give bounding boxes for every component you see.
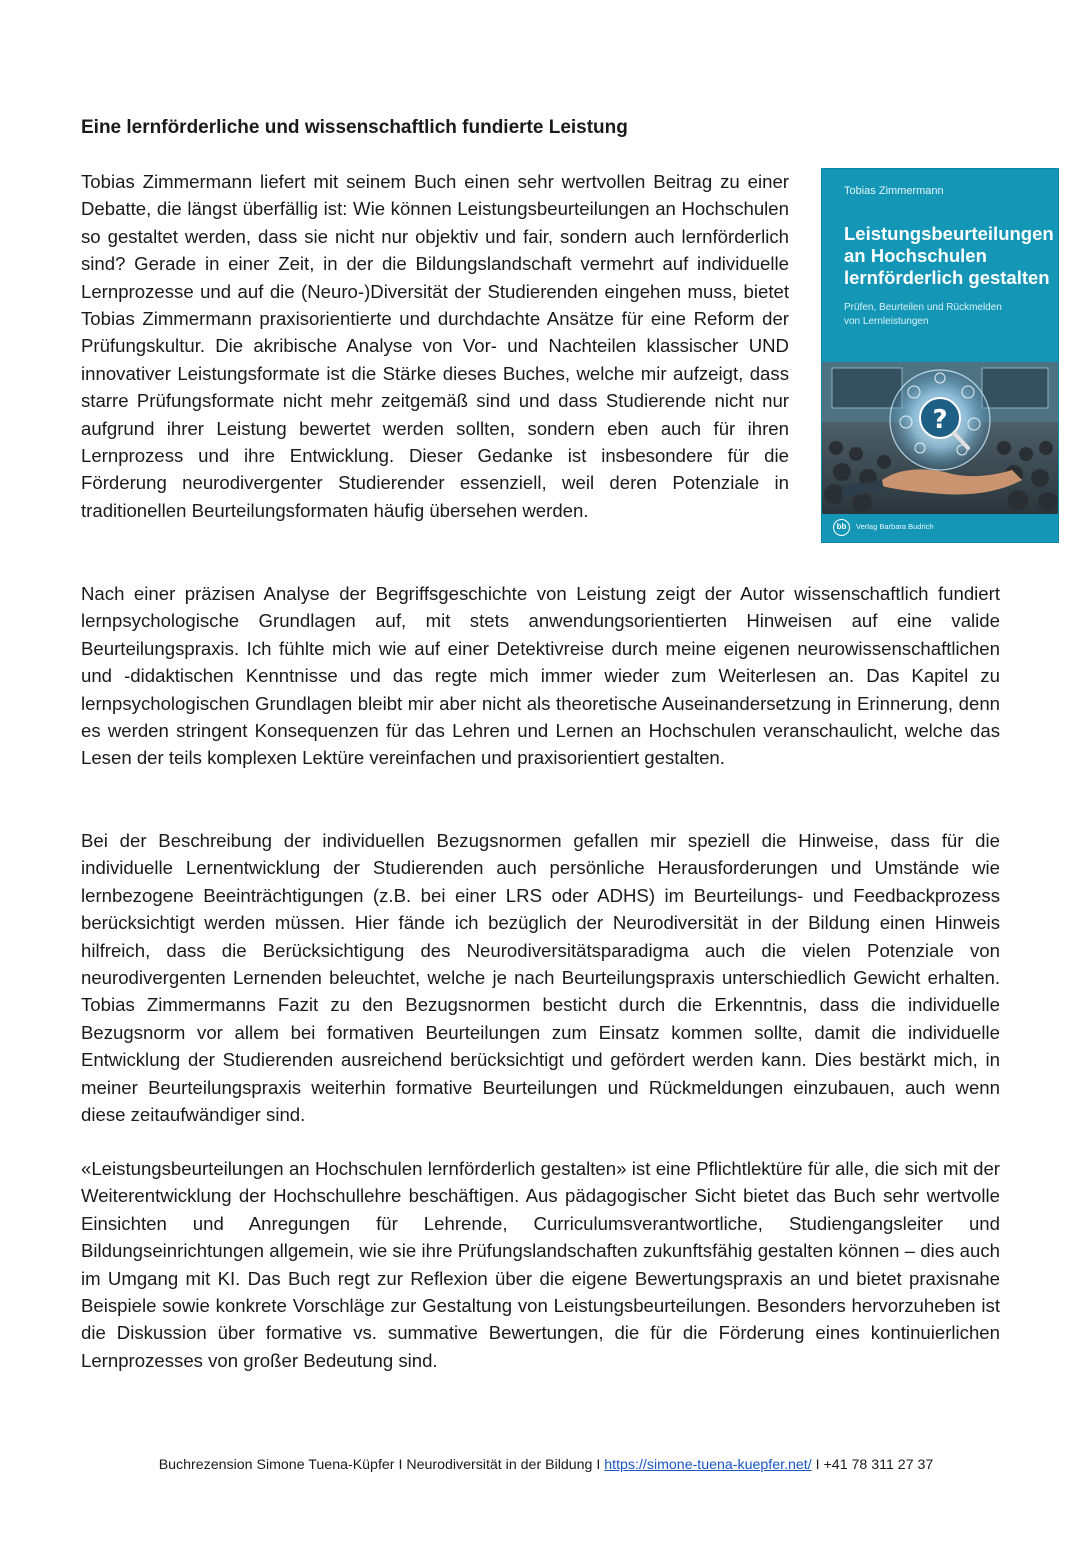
cover-author: Tobias Zimmermann [844,185,944,197]
publisher-logo-icon: bb [833,519,850,536]
footer-prefix: Buchrezension Simone Tuena-Küpfer I Neurodiversität in der Bildung I [158,1457,605,1473]
cover-publisher: Verlag Barbara Budrich [856,522,934,531]
cover-subtitle [844,301,1049,329]
lecture-hall-illustration [822,362,1058,514]
cover-title [844,223,1054,289]
cover-subtitle-line: Prüfen, Beurteilen und Rückmelden [844,302,1002,313]
website-link[interactable]: https://simone-tuena-kuepfer.net/ [604,1457,812,1473]
svg-text:?: ? [932,405,948,435]
paragraph-2: Nach einer präzisen Analyse der Begriffsgeschichte von Leistung zeigt der Autor wissenschaftlich fundiert lernpsychologische Grundlagen auf, mit stets anwendungsorientierten Hinweisen auf eine valide Beurteilungspraxis. Ich fühlte mich wie auf einer Detektivreise durch meine eigenen neurowissenschaftlichen und -didaktischen Kenntnisse und das regte mich immer wieder zum Weiterlesen an. Das Kapitel zu lernpsychologischen Grundlagen bleibt mir aber nicht als theoretische Auseinandersetzung in Erinnerung, denn es werden stringent Konsequenzen für das Lehren und Lernen an Hochschulen veranschaulicht, welche das Lesen der teils komplexen Lektüre vereinfachen und praxisorientiert gestalten. [81,583,1000,769]
cover-footer [822,514,1058,542]
cover-title-line: Leistungsbeurteilungen [844,223,1054,244]
cover-subtitle-line: von Lernleistungen [844,316,929,327]
paragraph-4: «Leistungsbeurteilungen an Hochschulen lernförderlich gestalten» ist eine Pflichtlektüre für alle, die sich mit der Weiterentwicklung der Hochschullehre beschäftigen. Aus pädagogischer Sicht bietet das Buch sehr wertvolle Einsichten und Anregungen für Lehrende, Curriculumsverantwortliche, Studiengangsleiter und Bildungseinrichtungen allgemein, wie sie ihre Prüfungslandschaften zukunftsfähig gestalten können – dies auch im Umgang mit KI. Das Buch regt zur Reflexion über die eigene Bewertungspraxis an und bietet praxisnahe Beispiele sowie konkrete Vorschläge zur Gestaltung von Leistungsbeurteilungen. Besonders hervorzuheben ist die Diskussion über formative vs. summative Bewertungen, die für die Förderung eines kontinuierlichen Lernprozesses von großer Bedeutung sind. [81,1158,1000,1371]
cover-illustration [822,362,1058,514]
paragraph-1: Tobias Zimmermann liefert mit seinem Buch einen sehr wertvollen Beitrag zu einer Debatte, die längst überfällig ist: Wie können Leistungsbeurteilungen an Hochschulen so gestaltet werden, dass sie nicht nur objektiv und fair, sondern auch lernförderlich sind? Gerade in einer Zeit, in der die Bildungslandschaft vermehrt auf individuelle Lernprozesse und auf die (Neuro-)Diversität der Studierenden eingehen muss, bietet Tobias Zimmermann praxisorientierte und durchdachte Ansätze für eine Reform der Prüfungskultur. Die akribische Analyse von Vor- und Nachteilen klassischer UND innovativer Leistungsformate ist die Stärke dieses Buches, welche mir aufzeigt, dass starre Prüfungsformate nicht mehr zeitgemäß sind und dass Studierende nicht nur aufgrund ihrer Leistung bewertet werden sollten, sondern eben auch für ihren Lernprozess und ihre Entwicklung. Dieser Gedanke ist insbesondere für die Förderung neurodivergenter Studierender essenziell, weil deren Potenziale in traditionellen Beurteilungsformaten häufig übersehen werden. [81,171,789,521]
book-cover [822,169,1058,542]
footer-suffix: I +41 78 311 27 37 [811,1457,934,1473]
page-footer [0,1456,1092,1474]
paragraph-3: Bei der Beschreibung der individuellen Bezugsnormen gefallen mir speziell die Hinweise, dass für die individuelle Lernentwicklung der Studierenden auch persönliche Herausforderungen und Umstände wie lernbezogene Beeinträchtigungen (z.B. bei einer LRS oder ADHS) im Beurteilungs- und Feedbackprozess berücksichtigt werden müssen. Hier fände ich bezüglich der Neurodiversität in der Bildung einen Hinweis hilfreich, dass die Berücksichtigung des Neurodiversitätsparadigma auch die vielen Potenziale von neurodivergenten Lernenden beleuchtet, welche je nach Beurteilungspraxis unterschiedlich Gewicht erhalten. Tobias Zimmermanns Fazit zu den Bezugsnormen besticht durch die Erkenntnis, dass die individuelle Bezugsnorm vor allem bei formativen Beurteilungen zum Einsatz kommen sollte, damit die individuelle Entwicklung der Studierenden ausreichend berücksichtigt und gefördert werden kann. Dies bestärkt mich, in meiner Beurteilungspraxis weiterhin formative Beurteilungen und Rückmeldungen einzubauen, auch wenn diese zeitaufwändiger sind. [81,830,1000,1126]
page-title: Eine lernförderliche und wissenschaftlich fundierte Leistung [81,117,628,138]
cover-title-line: lernförderlich gestalten [844,267,1050,288]
cover-title-line: an Hochschulen [844,245,987,266]
